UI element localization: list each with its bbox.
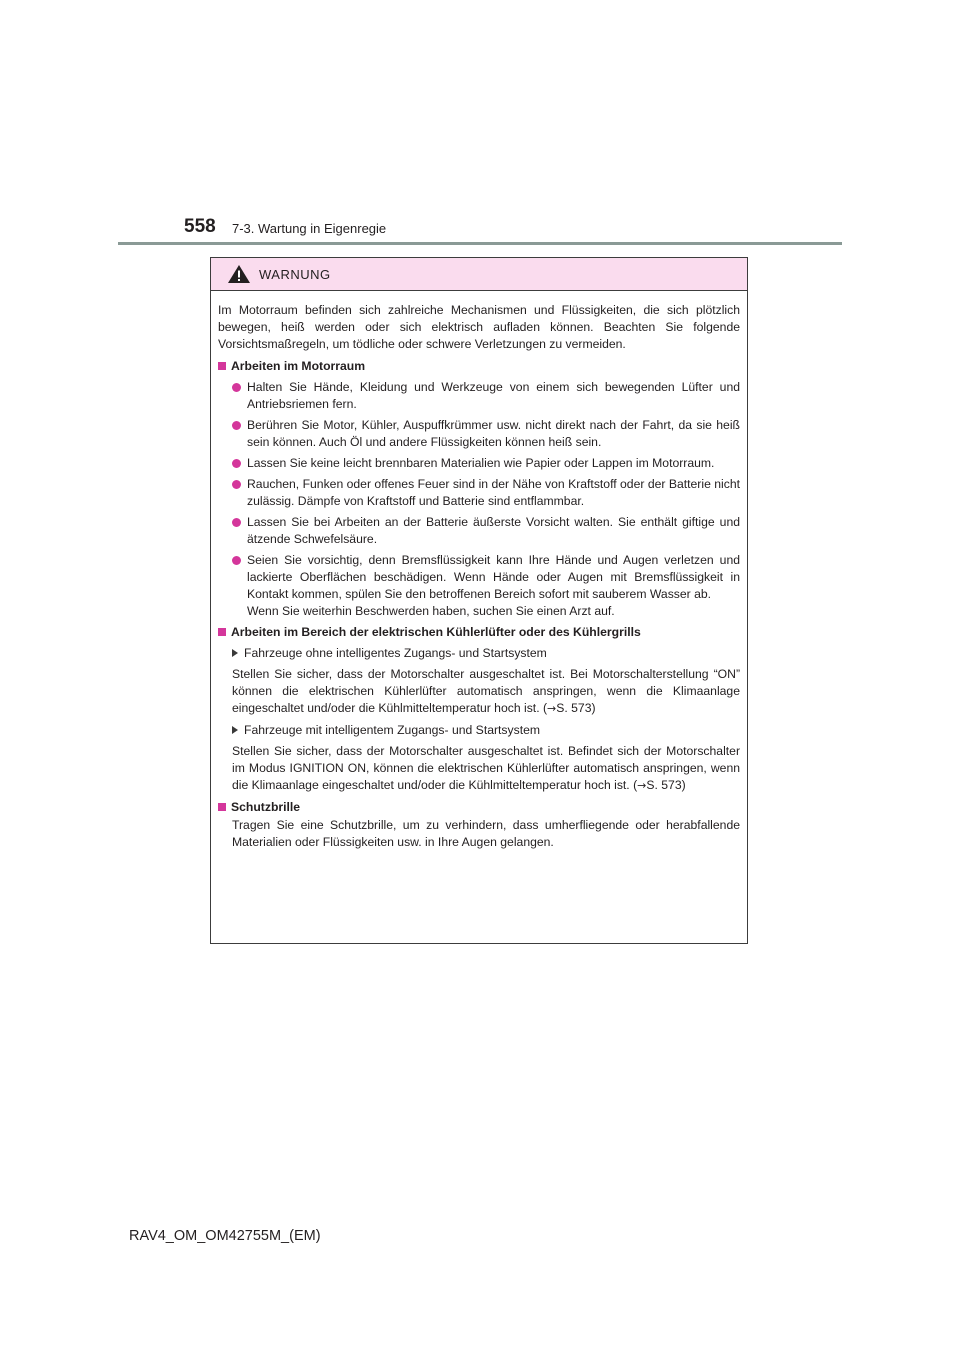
page-reference: S. 573)	[556, 701, 596, 715]
list-item-text: Lassen Sie bei Arbeiten an der Batterie äußerste Vorsicht walten. Sie enthält giftige und ätzende Schwefelsäure.	[247, 515, 740, 546]
paragraph-text: Stellen Sie sicher, dass der Motorschalter ausgeschaltet ist. Befindet sich der Motorschalter im Modus IGNITION ON, können die elektrischen Kühlerlüfter automatisch anspringen, wenn die Klimaanlage eingeschaltet und/oder die Kühlmitteltemperatur hoch ist. (	[232, 744, 740, 792]
list-item-text: Berühren Sie Motor, Kühler, Auspuffkrümmer usw. nicht direkt nach der Fahrt, da sie heiß sein können. Auch Öl und andere Flüssigkeiten können heiß sein.	[247, 418, 740, 449]
page-reference: S. 573)	[646, 778, 686, 792]
footer-document-code: RAV4_OM_OM42755M_(EM)	[129, 1228, 321, 1244]
warning-box	[210, 257, 748, 944]
page-number: 558	[184, 216, 216, 237]
list-item	[232, 417, 740, 451]
list-item-text-part: Wenn Sie weiterhin Beschwerden haben, suchen Sie einen Arzt auf.	[247, 604, 615, 618]
paragraph: Tragen Sie eine Schutzbrille, um zu verhindern, dass umherfliegende oder herabfallende Materialien oder Flüssigkeiten usw. in Ihre Augen gelangen.	[232, 818, 740, 849]
list-item	[232, 455, 740, 472]
list-item	[232, 476, 740, 510]
warning-header	[211, 258, 747, 291]
dot-bullet-icon	[232, 480, 241, 489]
section-heading-text: Arbeiten im Motorraum	[231, 359, 366, 373]
section-heading	[218, 799, 740, 816]
square-bullet-icon	[218, 362, 226, 370]
dot-bullet-icon	[232, 459, 241, 468]
warning-title: WARNUNG	[259, 266, 331, 282]
sub-heading-text: Fahrzeuge mit intelligentem Zugangs- und Startsystem	[244, 723, 541, 737]
sub-heading	[232, 645, 740, 662]
section-title: 7-3. Wartung in Eigenregie	[232, 221, 387, 236]
dot-bullet-icon	[232, 383, 241, 392]
paragraph-text: Stellen Sie sicher, dass der Motorschalter ausgeschaltet ist. Bei Motorschalterstellung “ON” können die elektrischen Kühlerlüfter automatisch anspringen, wenn die Klimaanlage eingeschaltet und/oder die Kühlmitteltemperatur hoch ist. (	[232, 667, 740, 715]
section-heading-text: Schutzbrille	[231, 800, 301, 814]
arrow-right-icon: →	[547, 702, 557, 715]
list-item-text: Rauchen, Funken oder offenes Feuer sind in der Nähe von Kraftstoff oder der Batterie nicht zulässig. Dämpfe von Kraftstoff und Batterie sind entflammbar.	[247, 477, 740, 508]
list-item	[232, 552, 740, 620]
triangle-bullet-icon	[232, 649, 238, 657]
paragraph	[232, 743, 740, 794]
section-heading-text: Arbeiten im Bereich der elektrischen Kühlerlüfter oder des Kühlergrills	[231, 625, 641, 639]
warning-triangle-icon	[227, 264, 251, 284]
header-rule	[118, 242, 842, 245]
sub-heading	[232, 722, 740, 739]
list-item-text	[247, 552, 740, 620]
list-item-text: Halten Sie Hände, Kleidung und Werkzeuge von einem sich bewegenden Lüfter und Antriebsriemen fern.	[247, 380, 740, 411]
arrow-right-icon: →	[637, 779, 647, 792]
sub-heading-text: Fahrzeuge ohne intelligentes Zugangs- und Startsystem	[244, 646, 547, 660]
warning-intro: Im Motorraum befinden sich zahlreiche Mechanismen und Flüssigkeiten, die sich plötzlich bewegen, heiß werden oder sich elektrisch aufladen können. Beachten Sie folgende Vorsichtsmaßregeln, um tödliche oder schwere Verletzungen zu vermeiden.	[218, 303, 740, 351]
list-item-text-part: Seien Sie vorsichtig, denn Bremsflüssigkeit kann Ihre Hände und Augen verletzen und lackierte Oberflächen beschädigen. Wenn Hände oder Augen mit Bremsflüssigkeit in Kontakt kommen, spülen Sie den betroffenen Bereich sofort mit sauberem Wasser ab.	[247, 553, 740, 601]
warning-body	[211, 291, 747, 851]
list-item	[232, 379, 740, 413]
section-heading	[218, 358, 740, 375]
list-item	[232, 514, 740, 548]
page-header	[0, 0, 960, 250]
section-heading	[218, 624, 740, 641]
section-radiator-fans	[218, 624, 740, 794]
section-safety-glasses	[218, 799, 740, 851]
square-bullet-icon	[218, 628, 226, 636]
section-engine-compartment	[218, 358, 740, 620]
list-item-text: Lassen Sie keine leicht brennbaren Materialien wie Papier oder Lappen im Motorraum.	[247, 456, 715, 470]
item-list	[232, 379, 740, 620]
triangle-bullet-icon	[232, 726, 238, 734]
dot-bullet-icon	[232, 518, 241, 527]
dot-bullet-icon	[232, 556, 241, 565]
square-bullet-icon	[218, 803, 226, 811]
dot-bullet-icon	[232, 421, 241, 430]
paragraph	[232, 666, 740, 717]
